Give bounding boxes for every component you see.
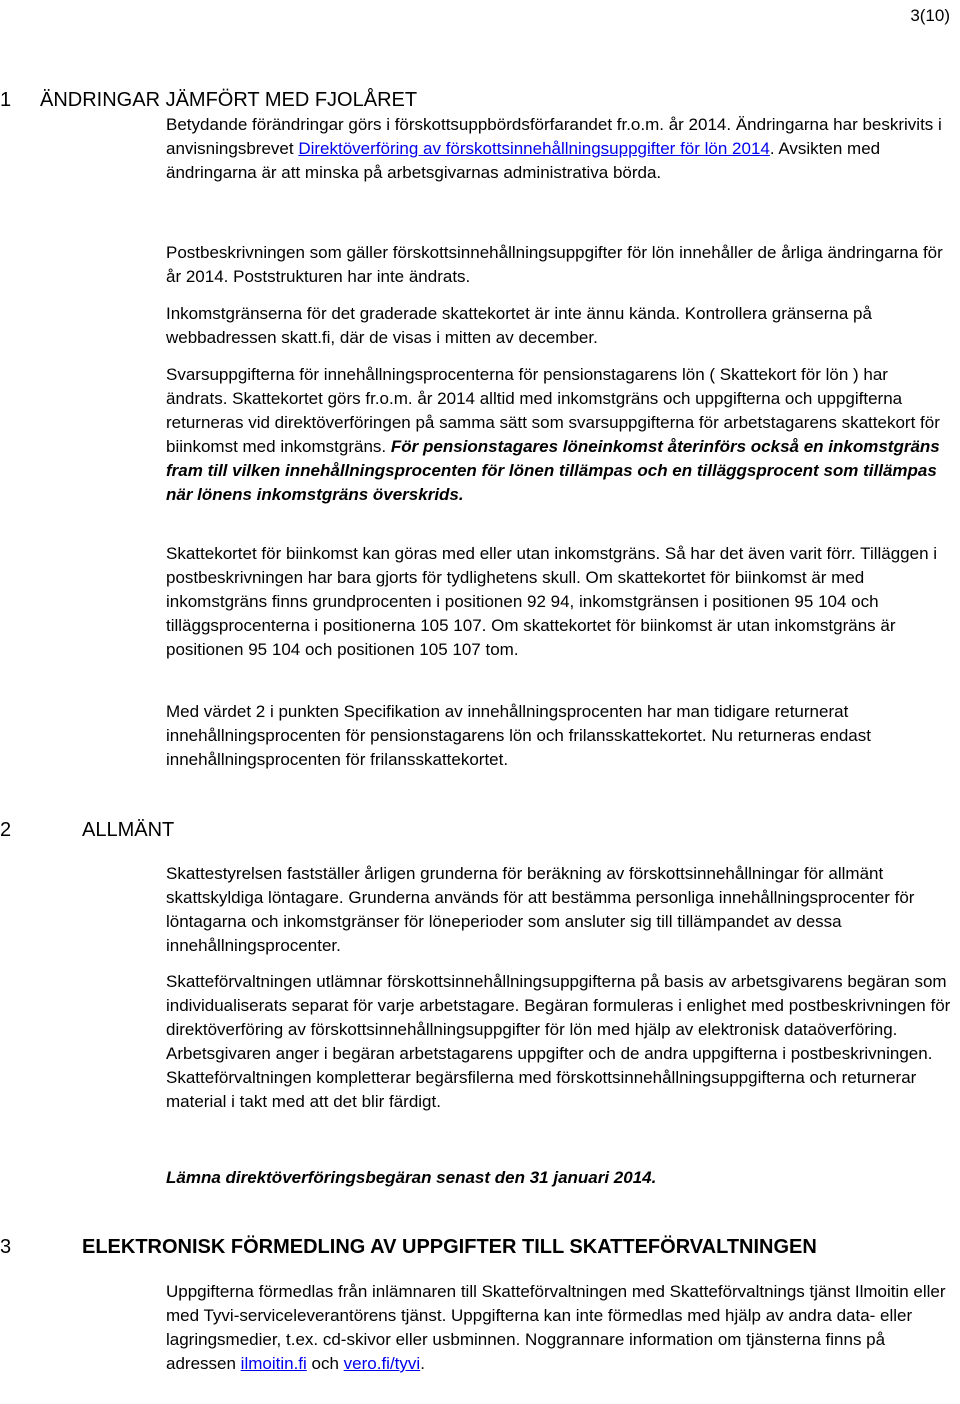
text-span: Uppgifterna förmedlas från inlämnaren till Skatteförvaltningen med Skatteförvaltnings tjänst Ilmoitin eller med Tyvi-serviceleverantörens tjänst. Uppgifterna kan inte förmedlas med hjälp av andra data- eller lagringsmedier, t.ex. cd-skivor eller usbminnen. Noggrannare information om tjänsterna finns på adressen xyxy=(166,1282,946,1373)
text-span: . xyxy=(420,1354,425,1373)
ilmoitin-link[interactable]: ilmoitin.fi xyxy=(240,1354,307,1373)
section-1-paragraph-5: Skattekortet för biinkomst kan göras med eller utan inkomstgräns. Så har det även varit förr. Tilläggen i postbeskrivningen har bara gjorts för tydlighetens skull. Om skattekortet för biinkomst är med inkomstgräns finns grundprocenten i positionen 92 94, inkomstgränsen i positionen 95 104 och tilläggsprocenterna i positionerna 105 107. Om skattekortet för biinkomst är utan inkomstgräns är positionen 95 104 och positionen 105 107 tom. xyxy=(166,544,938,659)
section-1-title: ÄNDRINGAR JÄMFÖRT MED FJOLÅRET xyxy=(40,89,418,111)
section-3-paragraph-1 xyxy=(166,1280,952,1376)
section-1-paragraph-6: Med värdet 2 i punkten Specifikation av innehållningsprocenten har man tidigare returnerat innehållningsprocenten för pensionstagarens lön och frilansskattekortet. Nu returneras endast innehållningsprocenten för frilansskattekortet. xyxy=(166,702,871,769)
section-1-paragraph-3: Inkomstgränserna för det graderade skattekortet är inte ännu kända. Kontrollera gränserna på webbadressen skatt.fi, där de visas i mitten av december. xyxy=(166,304,872,347)
section-2-paragraph-2: Skatteförvaltningen utlämnar förskottsinnehållningsuppgifterna på basis av arbetsgivarens begäran som individualiserats separat för varje arbetstagare. Begäran formuleras i enlighet med postbeskrivningen för direktöverföring av förskottsinnehållningsuppgifter för lön med hjälp av elektronisk dataöverföring. Arbetsgivaren anger i begäran arbetstagarens uppgifter och de andra uppgifterna i postbeskrivningen. Skatteförvaltningen kompletterar begärsfilerna med förskottsinnehållningsuppgifterna och returnerar material i takt med att det blir färdigt. xyxy=(166,972,951,1111)
section-1-paragraph-4 xyxy=(166,363,952,507)
section-3-heading xyxy=(0,1236,817,1259)
section-1-number: 1 xyxy=(0,89,12,111)
section-2-paragraph-1: Skattestyrelsen fastställer årligen grunderna för beräkning av förskottsinnehållningar för allmänt skattskyldiga löntagare. Grunderna används för att bestämma personliga innehållningsprocenter för löntagarna och inkomstgränser för löneperioder som ansluter sig till tillämpandet av dessa innehållningsprocenter. xyxy=(166,864,915,955)
section-1-heading xyxy=(0,89,417,112)
section-3-number: 3 xyxy=(0,1236,12,1258)
text-span: Betydande förändringar görs i förskottsuppbördsförfarandet fr.o.m. år 2014. Ändringarna har beskrivits i anvisningsbrevet xyxy=(166,115,942,158)
vero-tyvi-link[interactable]: vero.fi/tyvi xyxy=(343,1354,421,1373)
anvisningsbrev-link[interactable]: Direktöverföring av förskottsinnehållningsuppgifter för lön 2014 xyxy=(298,139,770,158)
section-1-paragraph-1 xyxy=(166,113,952,185)
text-span: Svarsuppgifterna för innehållningsprocenterna för pensionstagarens lön ( Skattekort för lön ) har ändrats. Skattekortet görs fr.o.m. år 2014 alltid med inkomstgräns och uppgifterna och uppgifterna returneras vid direktöverföringen på samma sätt som svarsuppgifterna för arbetstagarens skattekort för biinkomst med inkomstgräns. xyxy=(166,365,940,456)
section-2-number: 2 xyxy=(0,819,12,841)
deadline-notice: Lämna direktöverföringsbegäran senast den 31 januari 2014. xyxy=(166,1168,657,1187)
section-2-heading xyxy=(0,819,174,842)
page-number: 3(10) xyxy=(910,6,950,25)
section-3-title: ELEKTRONISK FÖRMEDLING AV UPPGIFTER TILL SKATTEFÖRVALTNINGEN xyxy=(82,1236,817,1258)
pension-income-notice: För pensionstagares löneinkomst återinförs också en inkomstgräns fram till vilken innehållningsprocenten för lönen tillämpas och en tilläggsprocent som tillämpas när lönens inkomstgräns överskrids. xyxy=(166,437,940,504)
text-span: och xyxy=(306,1354,344,1373)
section-2-title: ALLMÄNT xyxy=(82,819,175,841)
text-span: . Avsikten med ändringarna är att minska på arbetsgivarnas administrativa börda. xyxy=(166,139,881,182)
section-1-paragraph-2: Postbeskrivningen som gäller förskottsinnehållningsuppgifter för lön innehåller de årliga ändringarna för år 2014. Poststrukturen har inte ändrats. xyxy=(166,243,943,286)
